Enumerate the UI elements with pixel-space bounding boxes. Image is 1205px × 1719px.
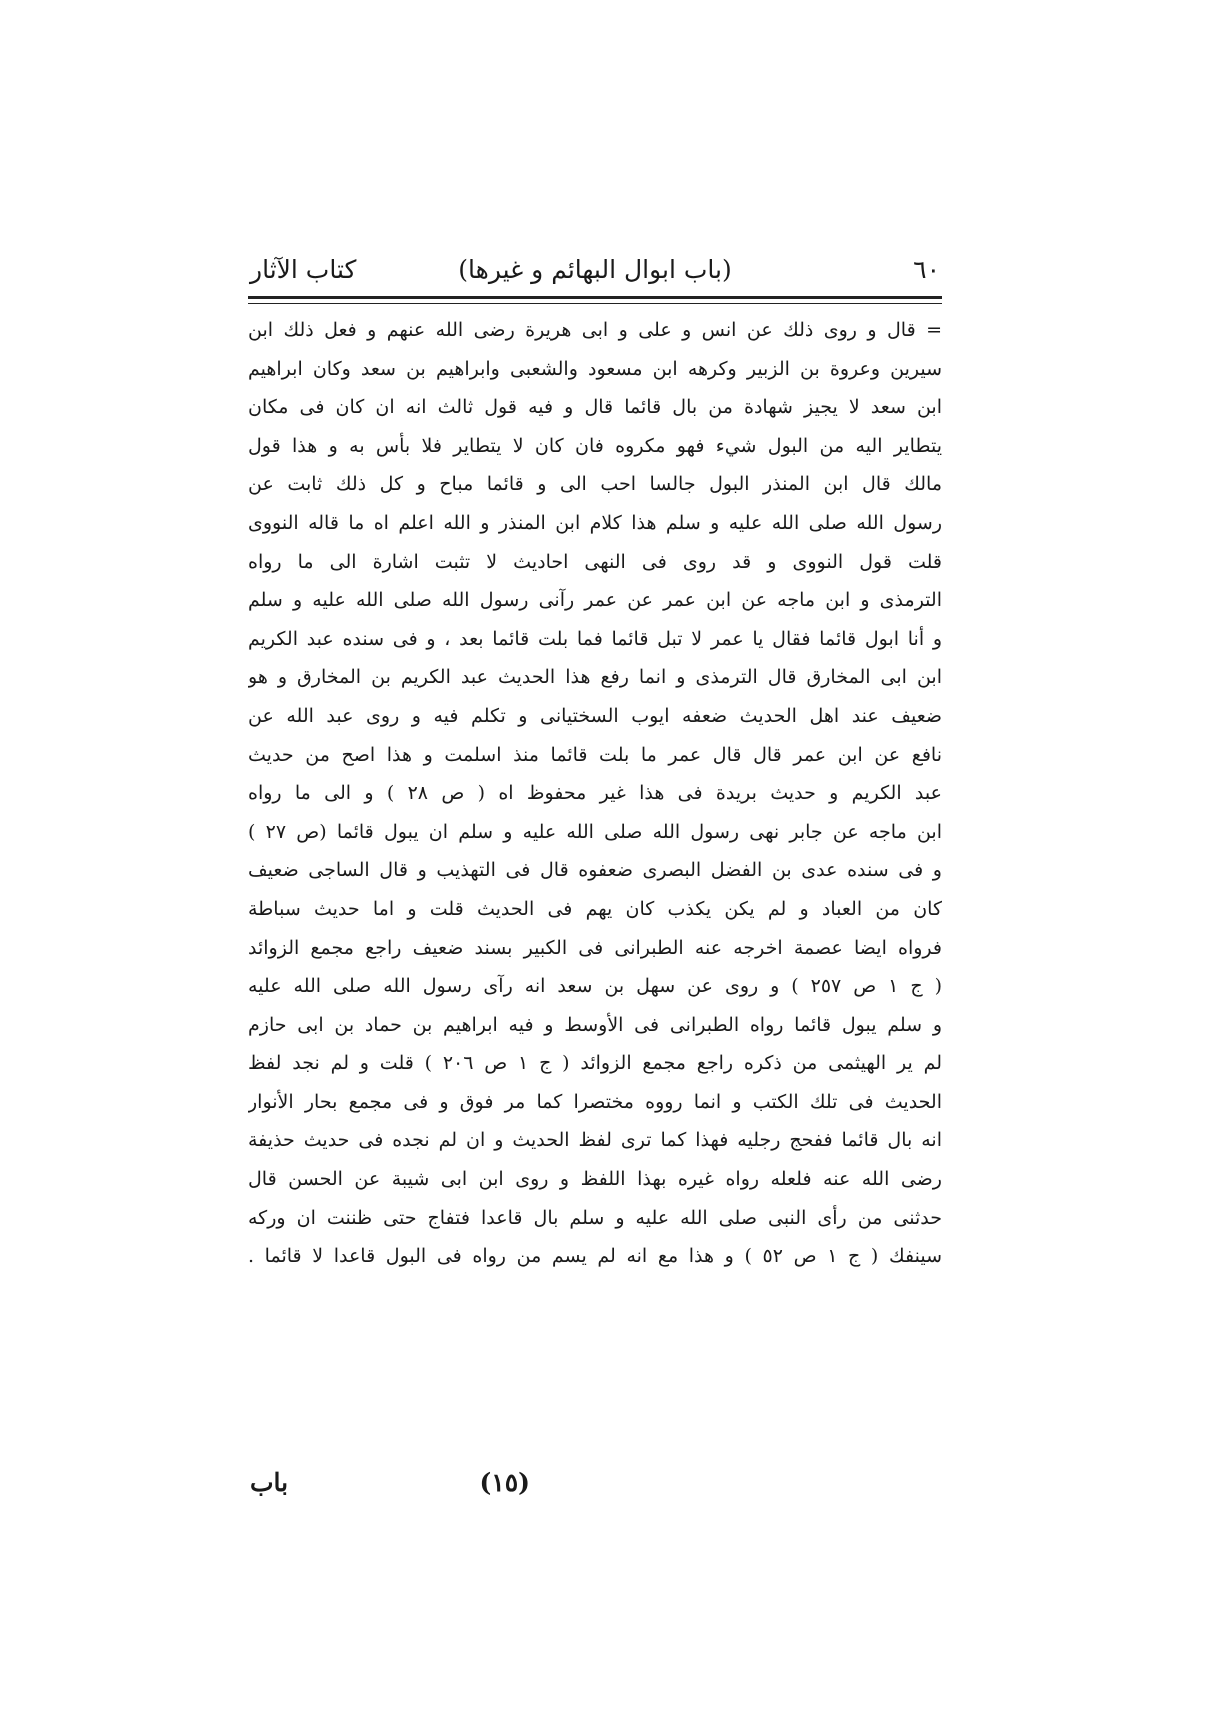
text-line: حدثنى من رأى النبى صلى الله عليه و سلم بال قاعدا فتفاج حتى ظننت ان وركه [248,1206,942,1229]
text-line: ابن ماجه عن جابر نهى رسول الله صلى الله عليه و سلم ان يبول قائما (ص ٢٧ ) [248,820,942,843]
text-line: ( ج ١ ص ٢٥٧ ) و روى عن سهل بن سعد انه رآى رسول الله صلى الله عليه [248,975,942,998]
text-line: رضى الله عنه فلعله رواه غيره بهذا اللفظ و روى ابن ابى شيبة عن الحسن قال [248,1168,942,1191]
text-line: سينفك ( ج ١ ص ٥٢ ) و هذا مع انه لم يسم من رواه فى البول قاعدا لا قائما . [248,1245,942,1268]
text-line: مالك قال ابن المنذر البول جالسا احب الى و قائما مباح و كل ذلك ثابت عن [248,473,942,496]
text-line: قلت قول النووى و قد روى فى النهى احاديث لا تثبت اشارة الى ما رواه [248,550,942,573]
header-rule-thick [248,296,942,299]
body-text [248,311,942,1276]
text-line: ابن سعد لا يجيز شهادة من بال قائما قال و فيه قول ثالث انه ان كان فى مكان [248,396,942,419]
text-line: و فى سنده عدى بن الفضل البصرى ضعفوه قال فى التهذيب و قال الساجى ضعيف [248,859,942,882]
text-line: انه بال قائما ففحج رجليه فهذا كما ترى لفظ الحديث و ان لم نجده فى حديث حذيفة [248,1129,942,1152]
book-title: كتاب الآثار [250,255,357,284]
next-heading-word: باب [250,1468,289,1497]
header-rule-thin [248,303,942,304]
text-line: نافع عن ابن عمر قال قال عمر ما بلت قائما منذ اسلمت و هذا اصح من حديث [248,743,942,766]
text-line: فرواه ايضا عصمة اخرجه عنه الطبرانى فى الكبير بسند ضعيف راجع مجمع الزوائد [248,936,942,959]
page-number: ٦٠ [913,255,940,284]
text-line: ابن ابى المخارق قال الترمذى و انما رفع هذا الحديث عبد الكريم بن المخارق و هو [248,666,942,689]
chapter-title: (باب ابوال البهائم و غيرها) [458,255,732,284]
text-line: سيرين وعروة بن الزبير وكرهه ابن مسعود والشعبى وابراهيم بن سعد وكان ابراهيم [248,357,942,380]
text-line: رسول الله صلى الله عليه و سلم هذا كلام ابن المنذر و الله اعلم اه ما قاله النووى [248,511,942,534]
text-line: عبد الكريم و حديث بريدة فى هذا غير محفوظ اه ( ص ٢٨ ) و الى ما رواه [248,782,942,805]
text-line: يتطاير اليه من البول شيء فهو مكروه فان كان لا يتطاير فلا بأس به و هذا قول [248,434,942,457]
section-number: (١٥) [479,1468,530,1497]
text-line: و أنا ابول قائما فقال يا عمر لا تبل قائما فما بلت قائما بعد ، و فى سنده عبد الكريم [248,627,942,650]
page-header [250,252,940,292]
text-line: ضعيف عند اهل الحديث ضعفه ايوب السختيانى و تكلم فيه و روى عبد الله عن [248,704,942,727]
text-line: كان من العباد و لم يكن يكذب كان يهم فى الحديث قلت و اما حديث سباطة [248,897,942,920]
text-line: = قال و روى ذلك عن انس و على و ابى هريرة رضى الله عنهم و فعل ذلك ابن [248,319,942,341]
text-line: الترمذى و ابن ماجه عن ابن عمر عن عمر رآنى رسول الله صلى الله عليه و سلم [248,589,942,612]
page-footer [250,1465,530,1505]
text-line: و سلم يبول قائما رواه الطبرانى فى الأوسط و فيه ابراهيم بن حماد بن ابى حازم [248,1013,942,1036]
text-line: لم ير الهيثمى من ذكره راجع مجمع الزوائد ( ج ١ ص ٢٠٦ ) قلت و لم نجد لفظ [248,1052,942,1075]
text-line: الحديث فى تلك الكتب و انما رووه مختصرا كما مر فوق و فى مجمع بحار الأنوار [248,1090,942,1113]
